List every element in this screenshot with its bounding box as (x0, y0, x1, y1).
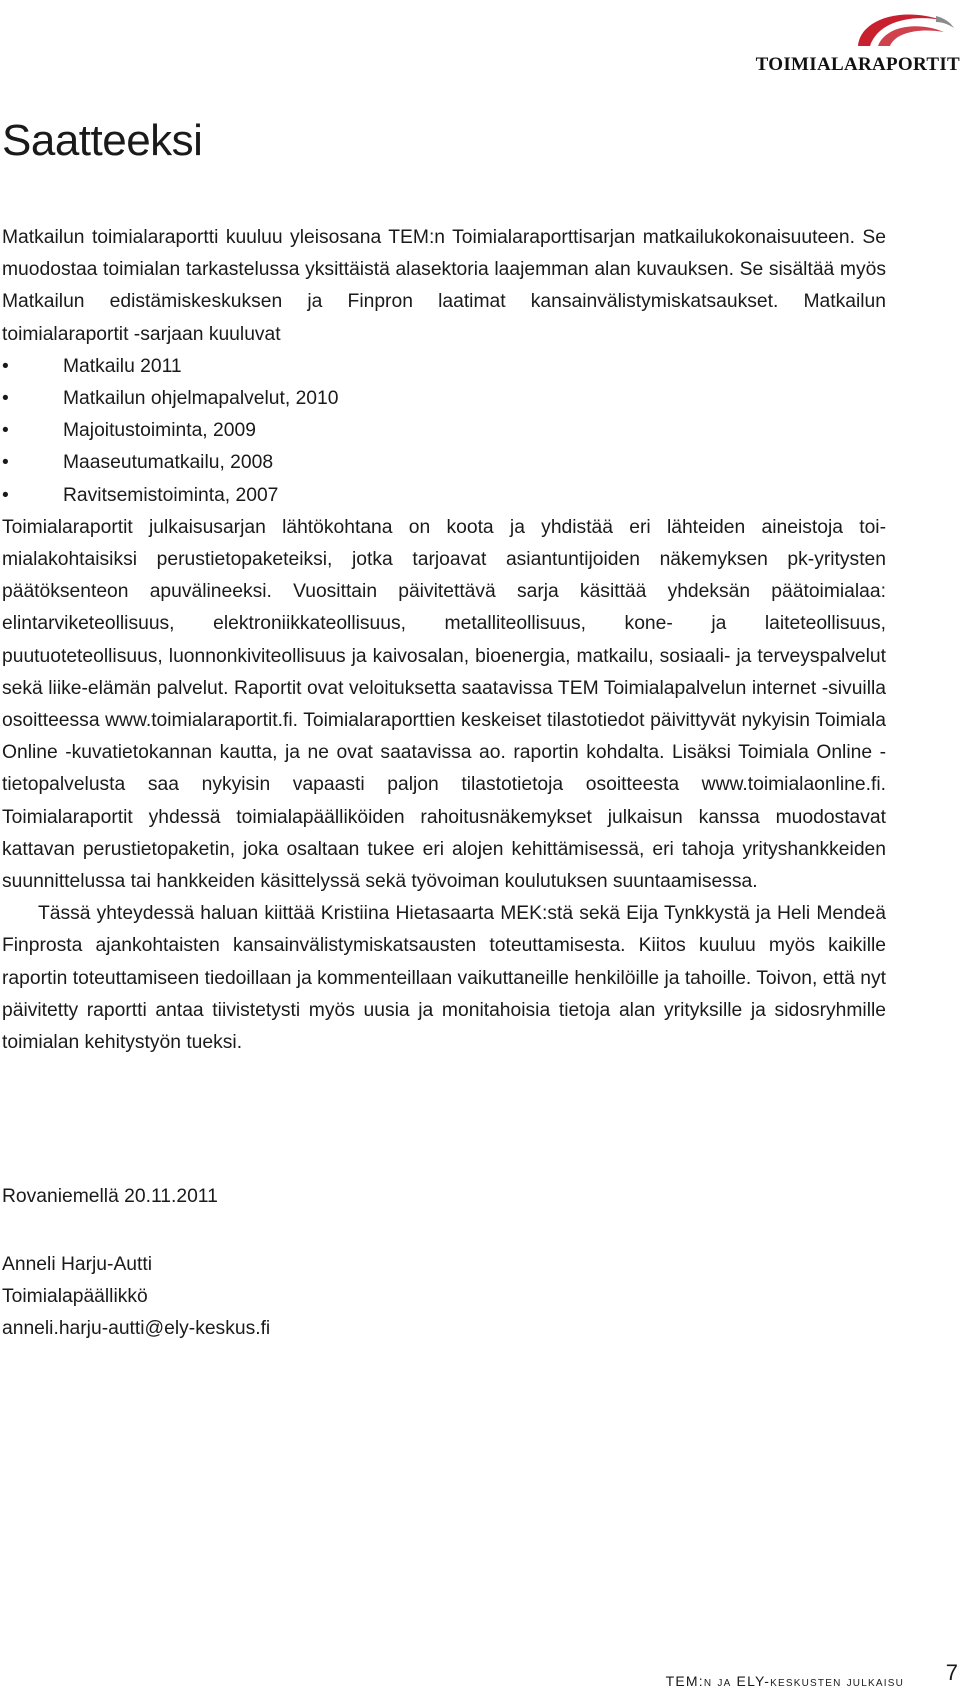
brand-logo (755, 6, 960, 75)
list-item-text: Majoitustoiminta, 2009 (63, 420, 256, 442)
list-item-text: Matkailu 2011 (63, 355, 182, 377)
signer-title: Toimialapäällikkö (2, 1286, 148, 1307)
list-item-text: Matkailun ohjelmapalvelut, 2010 (63, 388, 339, 410)
list-item (2, 351, 886, 383)
logo-wordmark: TOIMIALARAPORTIT (755, 54, 960, 75)
logo-swoosh-icon (840, 6, 960, 54)
list-item-text: Ravitsemistoiminta, 2007 (63, 484, 279, 506)
list-item (2, 383, 886, 415)
bullet-icon: • (2, 420, 9, 442)
footer-publisher: TEM:n ja ELY-keskusten julkaisu (665, 1673, 904, 1689)
list-item (2, 480, 886, 512)
intro-paragraph: Matkailun toimialaraportti kuuluu yleisosana TEM:n Toimialaraporttisarjan matkailukokonaisuuteen. Se muodostaa toimialan tarkastelussa yksittäistä alasektoria laajemman alan kuvauksen. Se sisältää myös Matkailun edistämiskeskuksen ja Finpron laatimat kansainvälistymiskatsaukset. Matkailun toimialaraportit -sarjaan kuuluvat (2, 227, 886, 345)
list-item (2, 447, 886, 479)
list-item-text: Maaseutumatkailu, 2008 (63, 452, 274, 474)
thanks-paragraph: Tässä yhteydessä haluan kiittää Kristiina Hietasaarta MEK:stä sekä Eija Tynkkystä ja Heli Mendeä Finprosta ajankohtaisten kansainvälistymiskatsausten toteuttamisesta. Kiitos kuuluu myös kaikille raportin toteuttamiseen tiedoillaan ja kommenteillaan vaikuttaneille henkilöille ja tahoille. Toivon, että nyt päivitetty raportti antaa tiivistetysti myös uusia ja monitahoisia tietoja alan yrityksille ja sidosryhmille toimialan kehitystyön tueksi. (2, 903, 886, 1054)
list-item (2, 415, 886, 447)
document-body (2, 222, 886, 1059)
place-date: Rovaniemellä 20.11.2011 (2, 1186, 218, 1207)
signer-email: anneli.harju-autti@ely-keskus.fi (2, 1318, 271, 1339)
bullet-icon: • (2, 355, 9, 377)
bullet-icon: • (2, 484, 9, 506)
signer-name: Anneli Harju-Autti (2, 1254, 153, 1275)
signature-block (2, 1249, 270, 1345)
bullet-icon: • (2, 388, 9, 410)
page-title: Saatteeksi (2, 116, 203, 165)
page-number: 7 (945, 1660, 958, 1685)
main-paragraph: Toimialaraportit julkaisusarjan lähtökohtana on koota ja yhdistää eri lähteiden aineistoja toimialakohtaisiksi perustietopaketeiksi, jotka tarjoavat asiantuntijoiden näkemyksen pk-yritysten päätöksenteon apuvälineeksi. Vuosittain päivitettävä sarja käsittää yhdeksän päätoimialaa: elintarviketeollisuus, elektroniikkateollisuus, metalliteollisuus, kone- ja laiteteollisuus, puutuoteteollisuus, luonnonkiviteollisuus ja kaivosalan, bioenergia, matkailu, sosiaali- ja terveyspalvelut sekä liike-elämän palvelut. Raportit ovat veloituksetta saatavissa TEM Toimialapalvelun internet -sivuilla osoitteessa www.toimialaraportit.fi. Toimialaraporttien keskeiset tilastotiedot päivittyvät nykyisin Toimiala Online -kuvatietokannan kautta, ja ne ovat saatavissa ao. raportin kohdalta. Lisäksi Toimiala Online -tietopalvelusta saa nykyisin vapaasti paljon tilastotietoja osoitteesta www.toimialaonline.fi. Toimialaraportit yhdessä toimialapäälliköiden rahoitusnäkemykset julkaisun kanssa muodostavat kattavan perustietopaketin, joka osaltaan tukee eri alojen kehittämisessä, eri tahoja yrityshankkeiden suunnittelussa tai hankkeiden käsittelyssä sekä työvoiman koulutuksen suuntaamisessa. (2, 516, 886, 893)
report-series-list (2, 351, 886, 512)
bullet-icon: • (2, 452, 9, 474)
